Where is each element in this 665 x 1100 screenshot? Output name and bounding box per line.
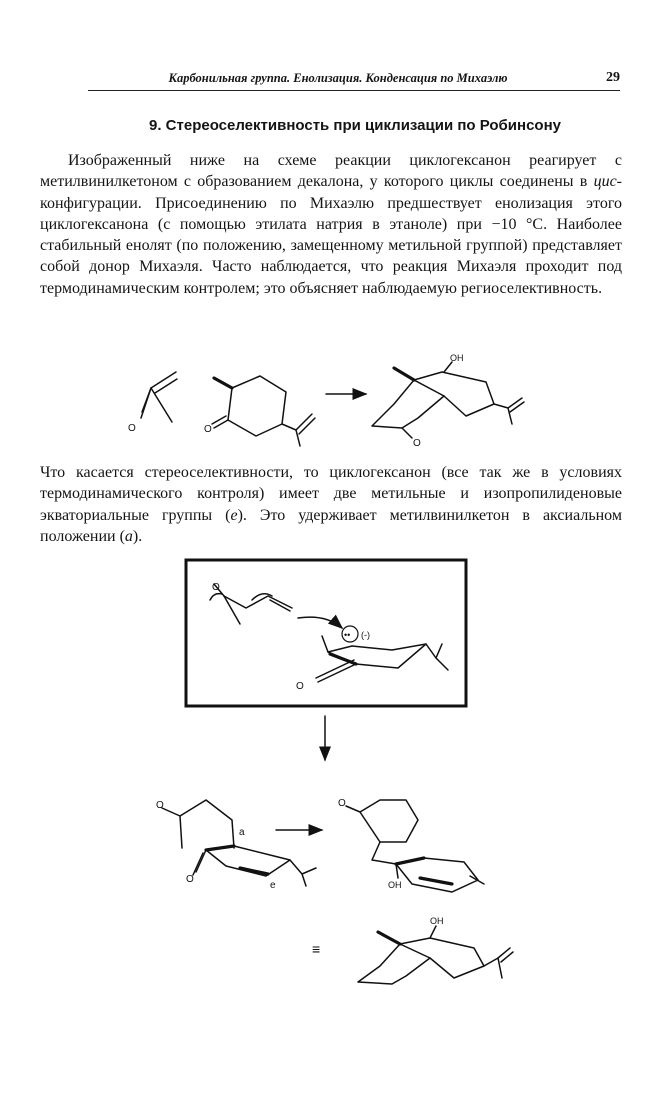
ketone-oxygen-label: O bbox=[204, 424, 212, 435]
axial-symbol: a bbox=[124, 527, 133, 545]
decalol-oh-label: OH bbox=[430, 916, 444, 926]
equivalent-symbol: ≡ bbox=[312, 941, 321, 957]
section-title: 9. Стереоселективность при циклизации по Робинсону bbox=[149, 117, 561, 134]
decalol-structure bbox=[358, 916, 513, 984]
paragraph-2-text-c: ). bbox=[132, 527, 143, 545]
mvk-oxygen-label-2: O bbox=[212, 582, 220, 593]
paragraph-1-text-b: -конфигурации. Присоединению по Михаэлю предшествует енолизация этого циклогексанона (с помощью этилата натрия в этаноле) при −10 °C. Наиболее стабильный енолят (по положению, замещенному метильной группой) представляет собой донор Михаэля. Часто наблюдается, что реакция Михаэля проходит под термодинамическим контролем; это объясняет наблюдаемую региоселективность. bbox=[40, 173, 622, 297]
mvk-oxygen-label: O bbox=[128, 423, 136, 434]
aldol-oh-label: OH bbox=[388, 880, 402, 890]
enolate-oxygen-label: O bbox=[296, 681, 304, 692]
running-title: Карбонильная группа. Енолизация. Конденсация по Михаэлю bbox=[168, 71, 508, 85]
mvk-approach-structure bbox=[210, 582, 292, 624]
methylcyclohexanone-structure bbox=[204, 376, 315, 446]
product-oxygen-label: O bbox=[413, 438, 421, 449]
decalone-product-structure bbox=[372, 353, 524, 449]
page-number: 29 bbox=[606, 70, 620, 85]
transition-state-frame bbox=[186, 560, 466, 706]
equatorial-label: e bbox=[270, 880, 276, 891]
adduct-oxygen-label: O bbox=[156, 800, 164, 811]
charge-label: (-) bbox=[361, 630, 370, 640]
paragraph-1-text-a: Изображенный ниже на схеме реакции циклогексанон реагирует с метилвинилкетоном с образованием декалона, у которого циклы соединены в bbox=[40, 152, 622, 191]
paragraph-2-text-b: ). Это удерживает метилвинилкетон в аксиальном положении ( bbox=[40, 506, 622, 545]
cis-term: цис bbox=[593, 173, 617, 191]
equatorial-symbol: e bbox=[230, 506, 238, 524]
paragraph-2-text-a: Что касается стереоселективности, то циклогексанон (все так же в условиях термодинамического контроля) имеет две метильные и изопропилиденовые экваториальные группы ( bbox=[40, 464, 622, 524]
aldol-product-structure bbox=[338, 798, 484, 892]
michael-adduct-structure bbox=[156, 800, 316, 891]
methyl-vinyl-ketone-structure bbox=[128, 372, 177, 434]
adduct-ring-oxygen-label: O bbox=[186, 874, 194, 885]
aldol-oxygen-label: O bbox=[338, 798, 346, 809]
product-oh-label: OH bbox=[450, 353, 464, 363]
lone-pair-label: •• bbox=[344, 630, 351, 640]
attack-arrow bbox=[298, 617, 342, 628]
enolate-structure bbox=[296, 626, 448, 692]
axial-label: a bbox=[239, 827, 245, 838]
